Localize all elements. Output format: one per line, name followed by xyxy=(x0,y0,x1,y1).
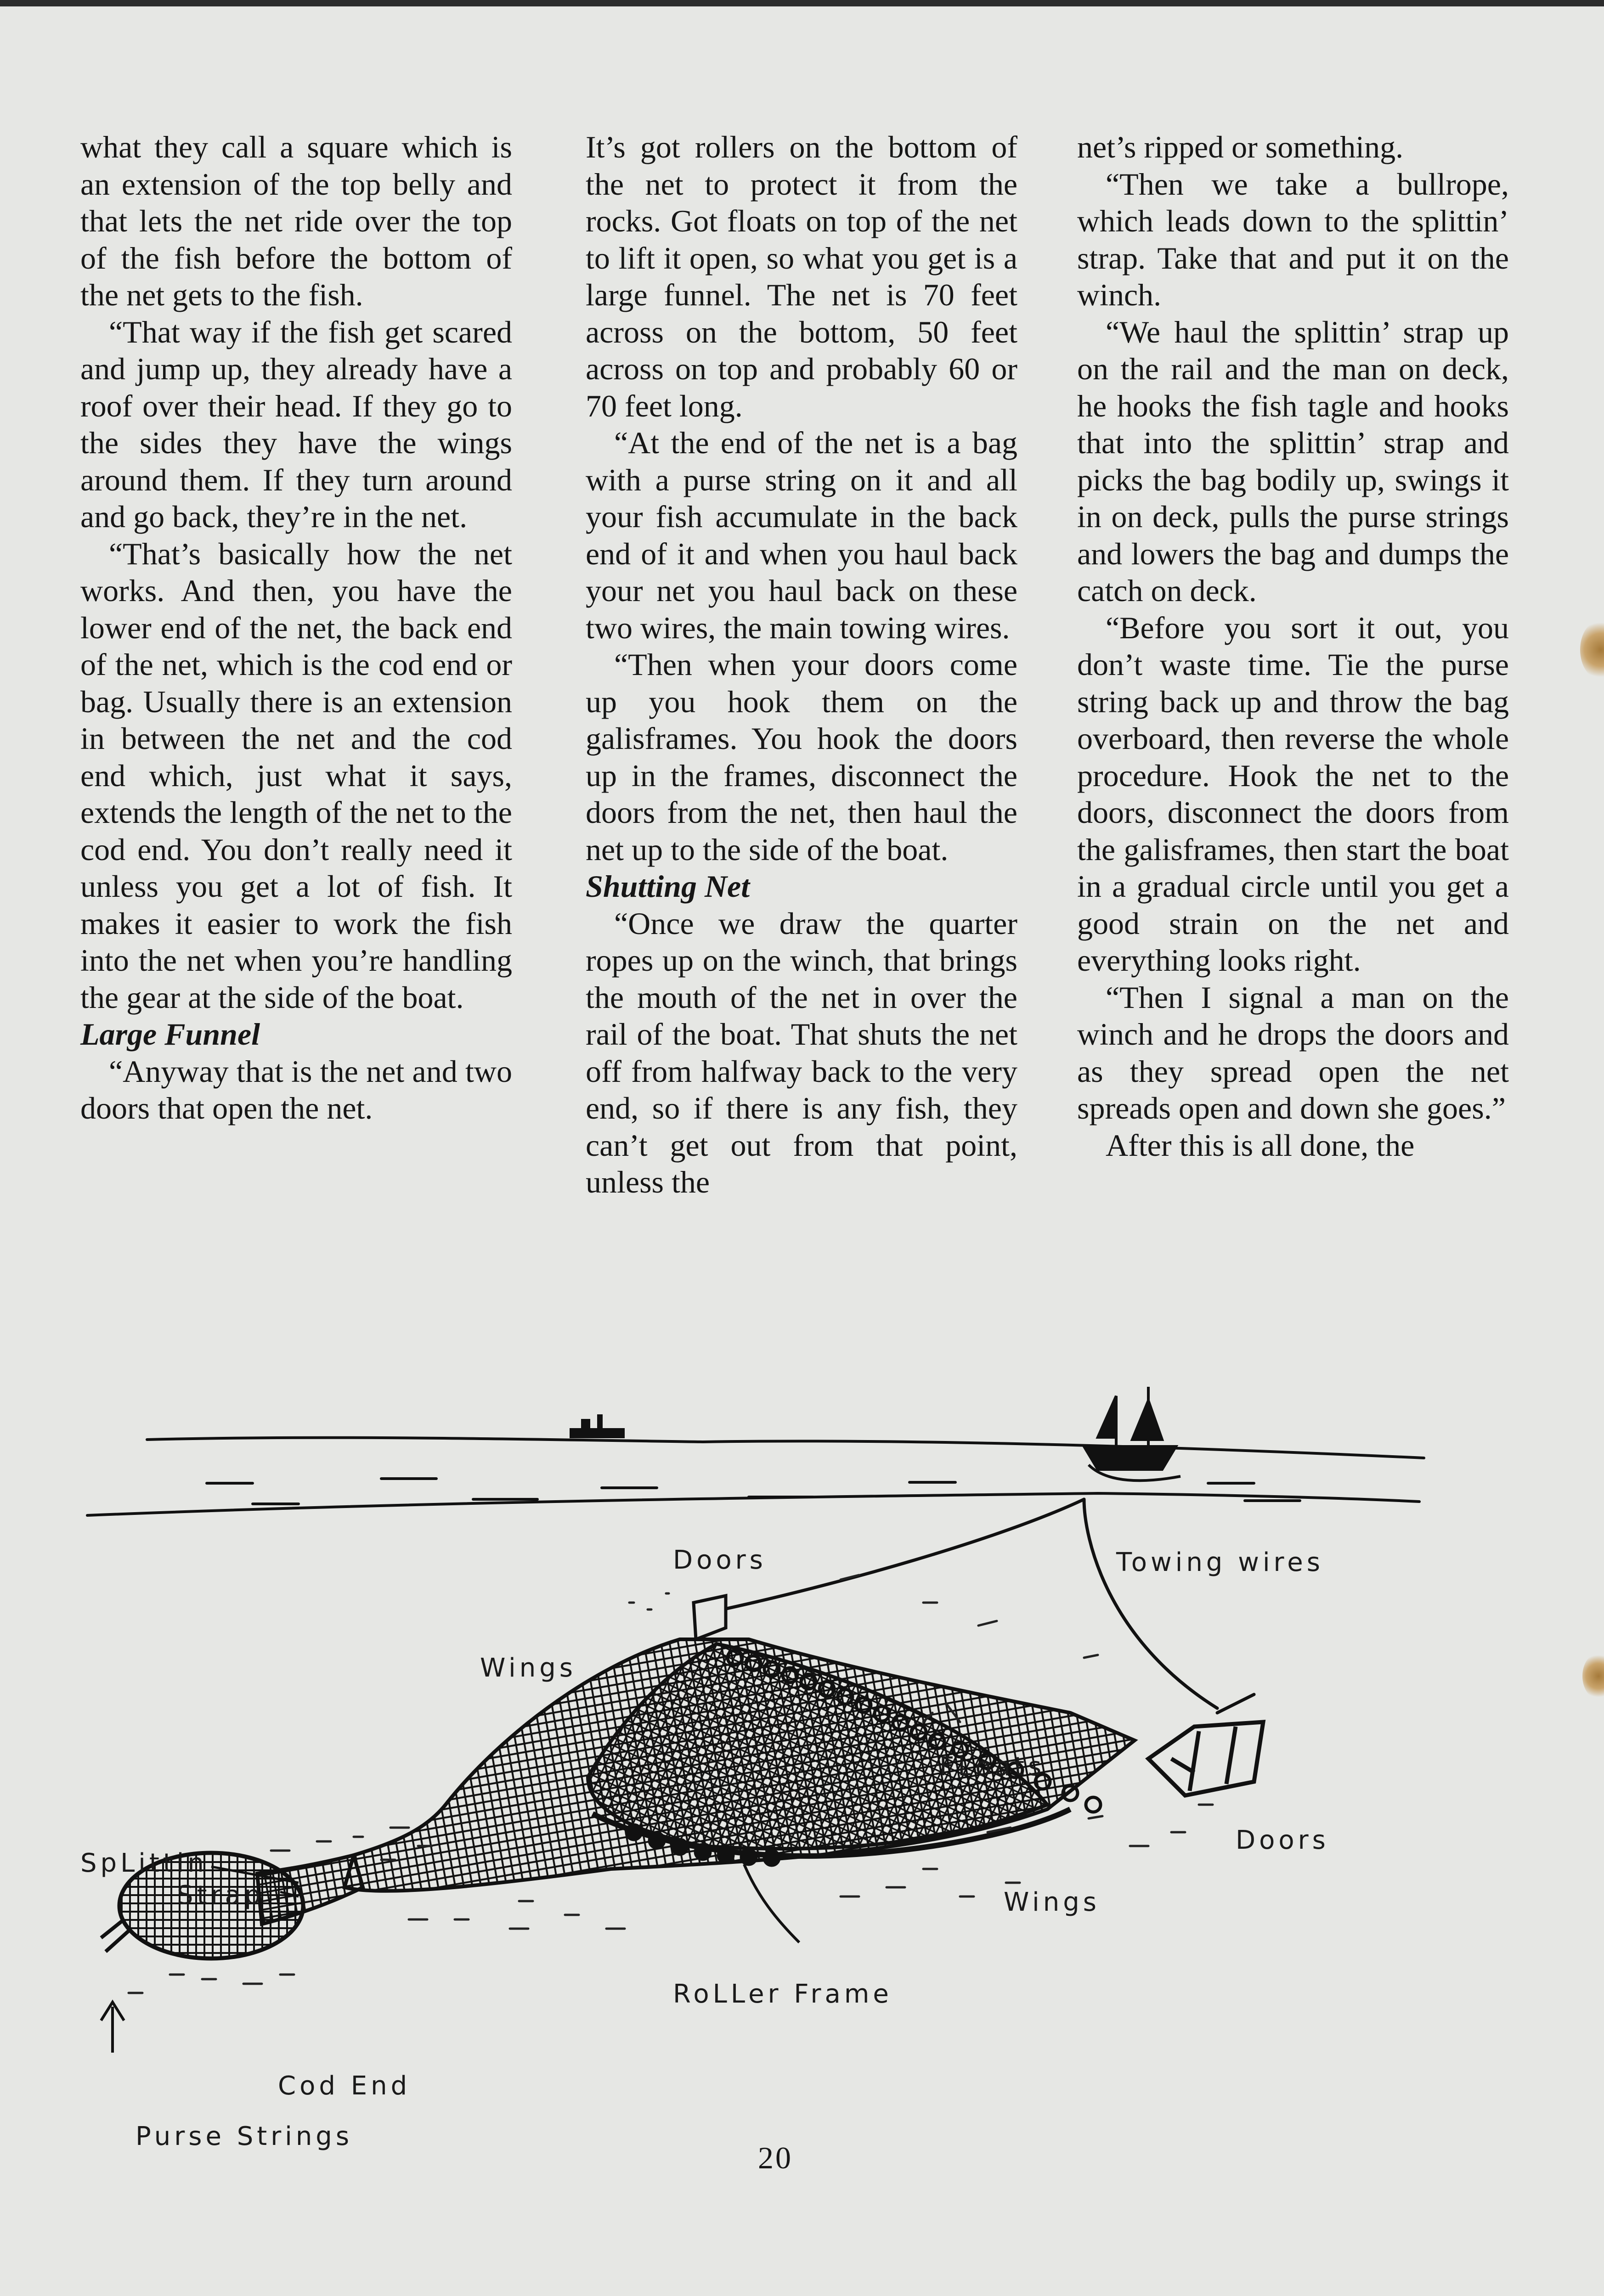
paragraph: what they call a square which is an extension of the top belly and that lets the net ride over the top of the fish before the bottom of the net gets to the fish. xyxy=(80,129,512,312)
paragraph: After this is all done, the xyxy=(1106,1127,1415,1163)
paper-stain xyxy=(1582,1653,1604,1699)
label-wings-bottom: Wings xyxy=(1004,1887,1100,1917)
text-column-2 xyxy=(586,129,1017,1201)
text-column-3 xyxy=(1077,129,1509,1164)
paper-stain xyxy=(1580,620,1604,680)
trawl-net-illustration xyxy=(60,1345,1484,2154)
paragraph: “Once we draw the quarter ropes up on the winch, that brings the mouth of the net in over the rail of the boat. That shuts the net off from halfway back to the very end, so if there is any fish, they can’t get out from that point, unless the xyxy=(586,906,1017,1199)
label-doors-right: Doors xyxy=(1236,1825,1329,1855)
paragraph: “Then we take a bullrope, which leads down to the splittin’ strap. Take that and put it on the winch. xyxy=(1077,166,1509,312)
paragraph: “Then when your doors come up you hook them on the galisframes. You hook the doors up in the frames, disconnect the doors from the net, then haul the net up to the side of the boat. xyxy=(586,647,1017,867)
trawler-boat xyxy=(1084,1387,1180,1480)
paragraph: “Before you sort it out, you don’t waste time. Tie the purse string back up and throw the bag overboard, then reverse the whole procedure. Hook the net to the doors, disconnect the doors from the galisframes, then start the boat in a gradual circle until you get a good strain on the net and everything looks right. xyxy=(1077,610,1509,978)
label-purse-strings: Purse Strings xyxy=(136,2122,353,2151)
label-wings-top: Wings xyxy=(480,1653,576,1683)
section-heading: Large Funnel xyxy=(80,1017,260,1052)
paragraph: “Anyway that is the net and two doors that open the net. xyxy=(80,1053,512,1125)
label-splittin: SpLittin xyxy=(80,1848,208,1878)
right-door xyxy=(1148,1722,1263,1795)
paragraph: “At the end of the net is a bag with a purse string on it and all your fish accumulate in the back end of it and when you haul back your net you haul back on these two wires, the main towing wires. xyxy=(586,425,1017,645)
page-number: 20 xyxy=(758,2140,793,2175)
label-strap: Strap xyxy=(177,1880,265,1910)
page-top-edge xyxy=(0,0,1604,6)
paragraph: “Then I signal a man on the winch and he drops the doors and as they spread open the net spreads open and down she goes.” xyxy=(1077,979,1509,1125)
label-towing-wires: Towing wires xyxy=(1116,1548,1324,1577)
paragraph: “We haul the splittin’ strap up on the rail and the man on deck, he hooks the fish tagle and hooks that into the splittin’ strap and picks the bag bodily up, swings it in on deck, pulls the purse strings and lowers the bag and dumps the catch on deck. xyxy=(1077,314,1509,608)
distant-boat xyxy=(570,1414,625,1438)
section-heading: Shutting Net xyxy=(586,869,750,904)
text-column-1 xyxy=(80,129,512,1127)
sea-surface-lines xyxy=(87,1438,1424,1515)
paragraph: “That way if the fish get scared and jump up, they already have a roof over their head. If they go to the sides they have the wings around them. If they turn around and go back, they’re in the net. xyxy=(80,314,512,534)
label-roller-frame: RoLLer Frame xyxy=(673,1979,892,2009)
paragraph: net’s ripped or something. xyxy=(1077,129,1404,164)
label-doors-top: Doors xyxy=(673,1545,767,1575)
label-floats: FLoats xyxy=(939,1752,1045,1782)
left-door xyxy=(694,1596,726,1639)
paragraph: “That’s basically how the net works. And then, you have the lower end of the net, the back end of the net, which is the cod end or bag. Usually there is an extension in between the net and the cod end which, just what it says, extends the length of the net to the cod end. You don’t really need it unless you get a lot of fish. It makes it easier to work the fish into the net when you’re handling the gear at the side of the boat. xyxy=(80,536,512,1015)
label-cod-end: Cod End xyxy=(278,2071,411,2101)
paragraph: It’s got rollers on the bottom of the net to protect it from the rocks. Got floats on top of the net to lift it open, so what you get is a large funnel. The net is 70 feet across on the bottom, 50 feet across on top and probably 60 or 70 feet long. xyxy=(586,129,1017,423)
